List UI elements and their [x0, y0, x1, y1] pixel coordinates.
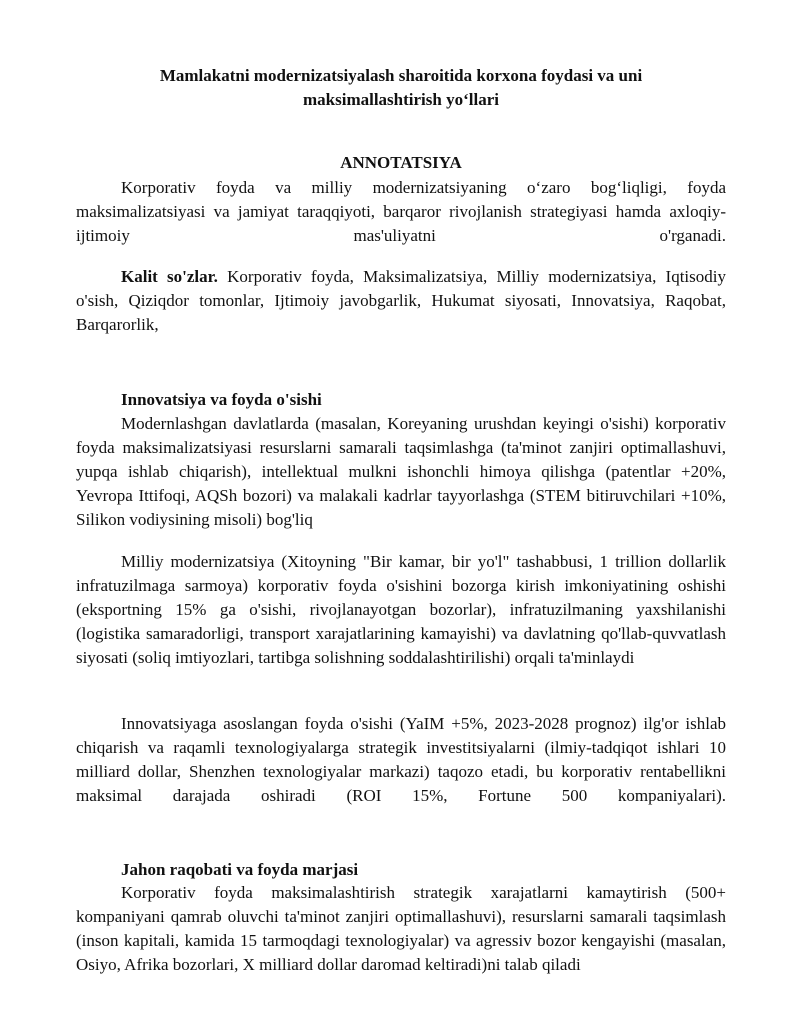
keywords-list: Korporativ foyda, Maksimalizatsiya, Milliy modernizatsiya, Iqtisodiy o'sish, Qiziqdor tomonlar, Ijtimoiy javobgarlik, Hukumat siyosati, Innovatsiya, Raqobat, Barqarorlik,: [76, 267, 726, 334]
document-title-line-2: maksimallashtirish yo‘llari: [303, 90, 499, 109]
section-heading-innovatsiya: Innovatsiya va foyda o'sishi: [121, 390, 322, 409]
section-paragraph: Korporativ foyda maksimalashtirish strategik xarajatlarni kamaytirish (500+ kompaniyani qamrab oluvchi ta'minot zanjiri optimallashuvi), resurslarni samarali taqsimlash (inson kapitali, kamida 15 tarmoqdagi texnologiyalar) va agressiv bozor kengayishi (masalan, Osiyo, Afrika bozorlari, X milliard dollar daromad keltiradi)ni talab qiladi: [76, 883, 726, 974]
keywords-label: Kalit so'zlar.: [121, 267, 218, 286]
annotation-paragraph: Korporativ foyda va milliy modernizatsiyaning o‘zaro bog‘liqligi, foyda maksimalizatsiyasi va jamiyat taraqqiyoti, barqaror rivojlanish strategiyasi hamda axloqiy-ijtimoiy mas'uliyatni o'rganadi.: [76, 178, 726, 245]
document-title-line-1: Mamlakatni modernizatsiyalash sharoitida korxona foydasi va uni: [159, 66, 643, 85]
document-title: [76, 64, 726, 112]
annotation-heading: ANNOTATSIYA: [340, 153, 462, 172]
section-heading-jahon-raqobati: Jahon raqobati va foyda marjasi: [121, 860, 359, 879]
section-paragraph: Modernlashgan davlatlarda (masalan, Koreyaning urushdan keyingi o'sishi) korporativ foyda maksimalizatsiyasi resurslarni samarali taqsimlashga (ta'minot zanjiri optimallashuvi, yupqa ishlab chiqarish), intellektual mulkni ishonchli himoya qilishga (patentlar +20%, Yevropa Ittifoqi, AQSh bozori) va malakali kadrlar tayyorlashga (STEM bitiruvchilari +10%, Silikon vodiysining misoli) bog'liq: [76, 414, 726, 529]
keywords-paragraph: [76, 265, 726, 337]
section-paragraph: Milliy modernizatsiya (Xitoyning "Bir kamar, bir yo'l" tashabbusi, 1 trillion dollarlik infratuzilmaga sarmoya) korporativ foyda o'sishini bozorga kirish imkoniyatining oshishi (eksportning 15% ga o'sishi, rivojlanayotgan bozorlar), infratuzilmaning yaxshilanishi (logistika samaradorligi, transport xarajatlarining kamayishi) va davlatning qo'llab-quvvatlash siyosati (soliq imtiyozlari, tartibga solishning soddalashtirilishi) orqali ta'minlaydi: [76, 552, 726, 667]
section-paragraph: Innovatsiyaga asoslangan foyda o'sishi (YaIM +5%, 2023-2028 prognoz) ilg'or ishlab chiqarish va raqamli texnologiyalarga strategik investitsiyalarni (ilmiy-tadqiqot ishlari 10 milliard dollar, Shenzhen texnologiyalar markazi) taqozo etadi, bu korporativ rentabellikni maksimal darajada oshiradi (ROI 15%, Fortune 500 kompaniyalari).: [76, 714, 726, 805]
